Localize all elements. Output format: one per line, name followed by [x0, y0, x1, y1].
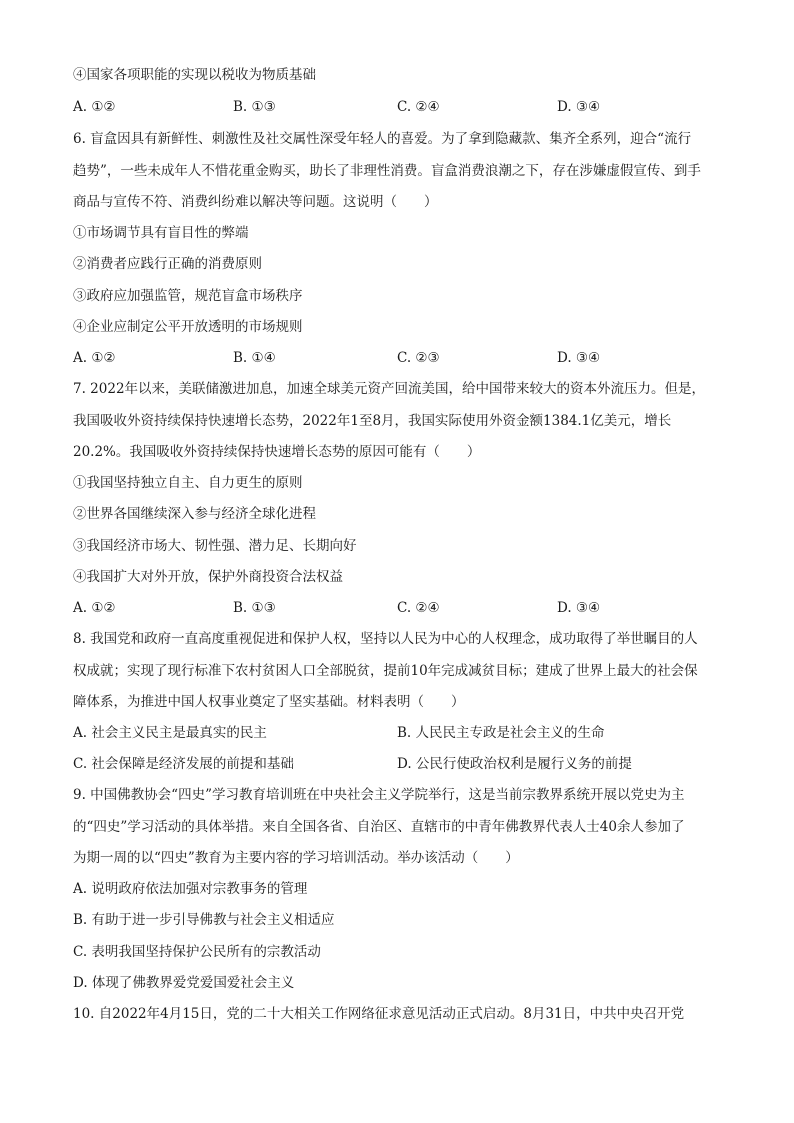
q5-option-b: B. ①③	[233, 99, 276, 115]
q5-option-a: A. ①②	[73, 99, 116, 115]
q8-stem-line-2: 权成就；实现了现行标准下农村贫困人口全部脱贫，提前10年完成减贫目标；建成了世界上最大的社会保	[73, 663, 698, 679]
q9-stem-line-2: 的“四史”学习活动的具体举措。来自全国各省、自治区、直辖市的中青年佛教界代表人士40余人参加了	[73, 819, 685, 835]
q6-stem-line-1: 6. 盲盒因具有新鲜性、刺激性及社交属性深受年轻人的喜爱。为了拿到隐藏款、集齐全系列，迎合“流行	[73, 131, 692, 147]
q7-item-2: ②世界各国继续深入参与经济全球化进程	[73, 506, 316, 522]
q9-option-d: D. 体现了佛教界爱党爱国爱社会主义	[73, 975, 295, 991]
q7-item-3: ③我国经济市场大、韧性强、潜力足、长期向好	[73, 538, 357, 554]
q9-option-c: C. 表明我国坚持保护公民所有的宗教活动	[73, 944, 321, 960]
q10-stem-line-1: 10. 自2022年4月15日，党的二十大相关工作网络征求意见活动正式启动。8月31日，中共中央召开党	[73, 1006, 685, 1022]
q7-item-1: ①我国坚持独立自主、自力更生的原则	[73, 475, 303, 491]
q7-option-a: A. ①②	[73, 600, 116, 616]
q9-option-a: A. 说明政府依法加强对宗教事务的管理	[73, 881, 308, 897]
q8-stem-line-3: 障体系，为推进中国人权事业奠定了坚实基础。材料表明（ ）	[73, 694, 465, 710]
q6-item-4: ④企业应制定公平开放透明的市场规则	[73, 319, 303, 335]
q6-option-a: A. ①②	[73, 350, 116, 366]
q6-stem-line-2: 趋势”，一些未成年人不惜花重金购买，助长了非理性消费。盲盒消费浪潮之下，存在涉嫌虚假宣传、到手	[73, 163, 701, 179]
q6-stem-line-3: 商品与宣传不符、消费纠纷难以解决等问题。这说明（ ）	[73, 194, 438, 210]
q8-stem-line-1: 8. 我国党和政府一直高度重视促进和保护人权，坚持以人民为中心的人权理念，成功取得了举世瞩目的人	[73, 631, 698, 647]
q7-stem-line-3: 20.2%。我国吸收外资持续保持快速增长态势的原因可能有（ ）	[73, 444, 481, 460]
q8-option-b: B. 人民民主专政是社会主义的生命	[397, 725, 605, 741]
q9-stem-line-1: 9. 中国佛教协会“四史”学习教育培训班在中央社会主义学院举行，这是当前宗教界系统开展以党史为主	[73, 787, 685, 803]
q7-option-c: C. ②④	[397, 600, 440, 616]
q5-item-4: ④国家各项职能的实现以税收为物质基础	[73, 67, 316, 83]
q8-option-a: A. 社会主义民主是最真实的民主	[73, 725, 267, 741]
q5-option-c: C. ②④	[397, 99, 440, 115]
q6-item-1: ①市场调节具有盲目性的弊端	[73, 225, 249, 241]
q6-item-2: ②消费者应践行正确的消费原则	[73, 256, 262, 272]
q9-option-b: B. 有助于进一步引导佛教与社会主义相适应	[73, 912, 335, 928]
q6-option-c: C. ②③	[397, 350, 440, 366]
q7-item-4: ④我国扩大对外开放，保护外商投资合法权益	[73, 569, 343, 585]
q7-option-b: B. ①③	[233, 600, 276, 616]
q6-item-3: ③政府应加强监管，规范盲盒市场秩序	[73, 288, 303, 304]
q7-stem-line-1: 7. 2022年以来，美联储激进加息，加速全球美元资产回流美国，给中国带来较大的资本外流压力。但是，	[73, 381, 706, 397]
q9-stem-line-3: 为期一周的以“四史”教育为主要内容的学习培训活动。举办该活动（ ）	[73, 850, 519, 866]
q6-option-d: D. ③④	[557, 350, 601, 366]
q7-option-d: D. ③④	[557, 600, 601, 616]
q8-option-d: D. 公民行使政治权利是履行义务的前提	[397, 756, 632, 772]
q5-option-d: D. ③④	[557, 99, 601, 115]
q7-stem-line-2: 我国吸收外资持续保持快速增长态势，2022年1至8月，我国实际使用外资金额1384.1亿美元，增长	[73, 413, 672, 429]
q6-option-b: B. ①④	[233, 350, 276, 366]
q8-option-c: C. 社会保障是经济发展的前提和基础	[73, 756, 294, 772]
